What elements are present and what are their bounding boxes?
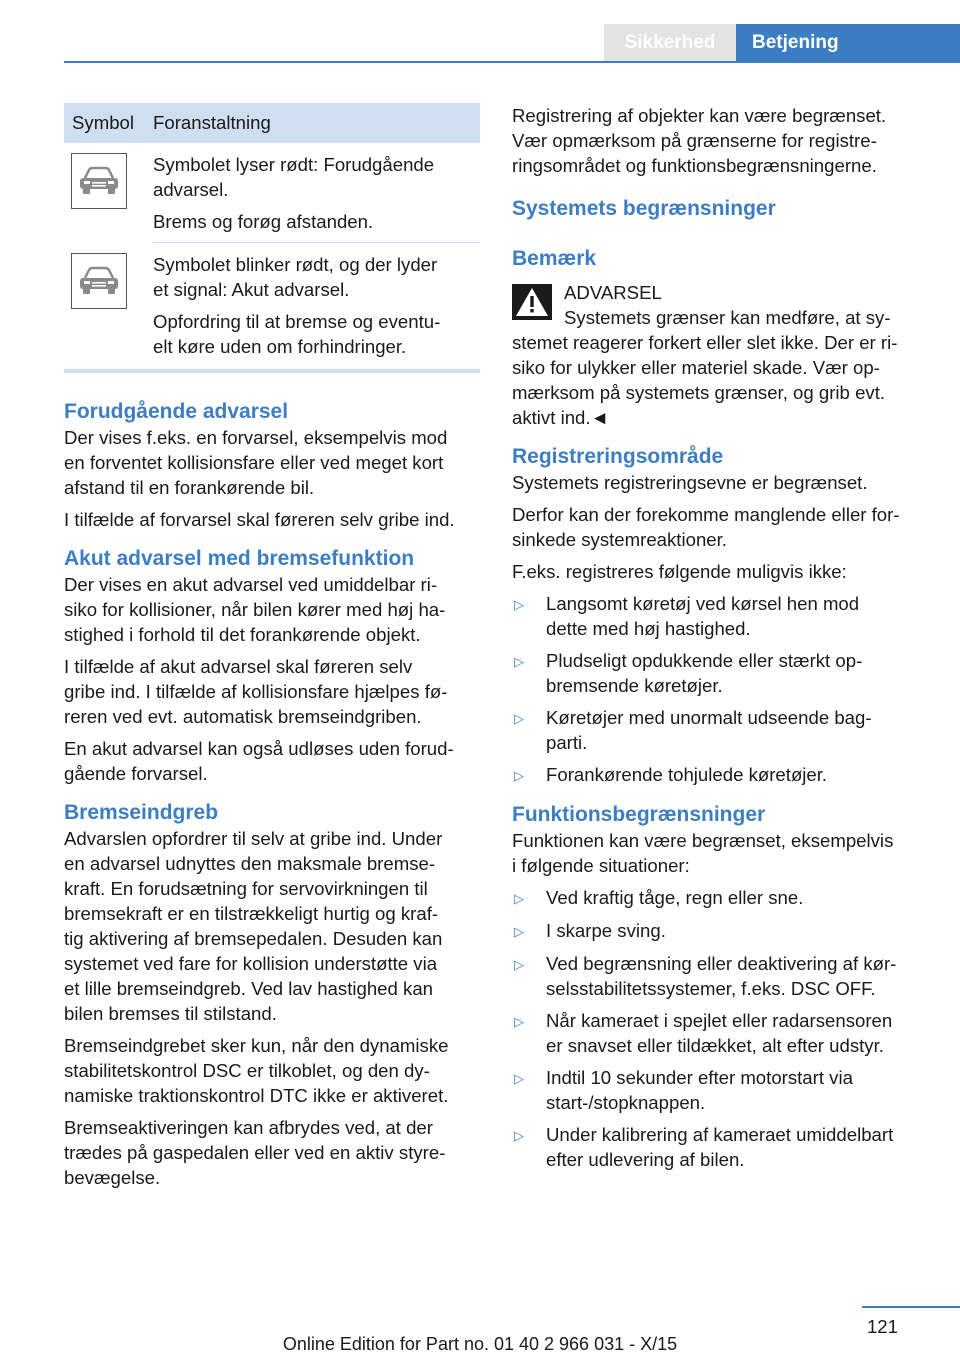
car-front-icon — [71, 253, 127, 309]
list-item: ▷ Forankørende tohjulede køretøjer. — [512, 762, 932, 788]
symbol-table — [64, 103, 480, 373]
warning-text: stemet reagerer forkert eller slet ikke. Der er ri- siko for ulykker eller materiel skade. Vær op- mærksom på systemets grænser, og grib evt. aktivt ind.◄ — [512, 332, 898, 428]
bullet-triangle-icon: ▷ — [514, 597, 524, 612]
paragraph: F.eks. registreres følgende muligvis ikke: — [512, 561, 847, 582]
warning-text-first: Systemets grænser kan medføre, at sy- — [564, 307, 891, 328]
bullet-triangle-icon: ▷ — [514, 1128, 524, 1143]
list-item: ▷ Ved kraftig tåge, regn eller sne. — [512, 885, 932, 911]
paragraph: Funktionen kan være begrænset, eksempelvis i følgende situationer: — [512, 830, 894, 876]
bullet-triangle-icon: ▷ — [514, 924, 524, 939]
paragraph: Advarslen opfordrer til selv at gribe ind. Under en advarsel udnyttes den maksmale bremse- kraft. En forudsætning for servovirkningen til bremsekraft er en tilstrækkeligt hurtig og kraf- tig aktivering af bremsepedalen. Desuden kan systemet ved fare for kollision understøtte via et lille bremseindgreb. Ved lav hastighed kan bilen bremses til stilstand. — [64, 828, 443, 1024]
bullet-triangle-icon: ▷ — [514, 891, 524, 906]
header-action: Foranstaltning — [153, 112, 271, 133]
heading-funktionsbegraensninger: Funktionsbegrænsninger — [512, 803, 766, 826]
row-text: Symbolet blinker rødt, og der lyder et signal: Akut advarsel. — [153, 254, 438, 300]
table-row — [64, 143, 480, 234]
function-list — [512, 885, 932, 1172]
warning-title: ADVARSEL — [564, 282, 662, 303]
list-item: ▷ Under kalibrering af kameraet umiddelbart efter udlevering af bilen. — [514, 1124, 894, 1170]
bullet-triangle-icon: ▷ — [514, 711, 524, 726]
footer-divider — [862, 1306, 960, 1308]
paragraph: Der vises f.eks. en forvarsel, eksempelvis mod en forventet kollisionsfare eller ved meget kort afstand til en forankørende bil. — [64, 427, 448, 498]
bullet-triangle-icon: ▷ — [514, 1014, 524, 1029]
list-item: ▷ Pludseligt opdukkende eller stærkt op- bremsende køretøjer. — [514, 650, 863, 696]
paragraph: Der vises en akut advarsel ved umiddelbar ri- siko for kollisioner, når bilen kører med høj ha- stighed i forhold til det forankørende objekt. — [64, 574, 446, 645]
header-divider — [64, 61, 960, 63]
registration-list — [512, 591, 932, 788]
paragraph: Registrering af objekter kan være begrænset. Vær opmærksom på grænserne for registre- ringsområdet og funktionsbegrænsningerne. — [512, 105, 887, 176]
warning-icon — [512, 284, 552, 320]
bullet-triangle-icon: ▷ — [514, 1071, 524, 1086]
edition-footer: Online Edition for Part no. 01 40 2 966 031 - X/15 — [282, 1334, 678, 1354]
tab-betjening[interactable]: Betjening — [736, 24, 960, 62]
list-item: ▷ Når kameraet i spejlet eller radarsensoren er snavset eller tildækket, alt efter udstyr. — [514, 1010, 893, 1056]
bullet-triangle-icon: ▷ — [514, 768, 524, 783]
tab-sikkerhed[interactable]: Sikkerhed — [604, 24, 736, 62]
header-symbol: Symbol — [72, 112, 135, 133]
heading-bemaerk: Bemærk — [512, 247, 597, 270]
row-text: Symbolet lyser rødt: Forudgående advarsel. — [153, 154, 435, 200]
paragraph: Derfor kan der forekomme manglende eller for- sinkede systemreaktioner. — [512, 504, 900, 550]
paragraph: Bremseindgrebet sker kun, når den dynamiske stabilitetskontrol DSC er tilkoblet, og den dy- namiske traktionskontrol DTC ikke er aktiveret. — [64, 1035, 449, 1106]
list-item: ▷ Langsomt køretøj ved kørsel hen mod dette med høj hastighed. — [514, 593, 860, 639]
header-tabs — [604, 24, 960, 62]
paragraph: I tilfælde af akut advarsel skal føreren selv gribe ind. I tilfælde af kollisionsfare hjælpes fø- reren ved evt. automatisk bremseindgriben. — [64, 656, 448, 727]
page-number: 121 — [866, 1316, 898, 1337]
warning-block — [512, 280, 932, 430]
paragraph: I tilfælde af forvarsel skal føreren selv gribe ind. — [64, 509, 455, 530]
heading-registreringsomraade: Registreringsområde — [512, 445, 724, 468]
table-row — [64, 243, 480, 359]
row-text-2: Brems og forøg afstanden. — [153, 211, 374, 232]
table-header — [64, 103, 480, 143]
bullet-triangle-icon: ▷ — [514, 957, 524, 972]
paragraph: Systemets registreringsevne er begrænset. — [512, 472, 868, 493]
heading-systemets-begraensninger: Systemets begrænsninger — [512, 197, 776, 220]
paragraph: En akut advarsel kan også udløses uden forud- gående forvarsel. — [64, 738, 454, 784]
list-item: ▷ Indtil 10 sekunder efter motorstart via start-/stopknappen. — [514, 1067, 853, 1113]
list-item: ▷ I skarpe sving. — [512, 918, 932, 944]
heading-bremseindgreb: Bremseindgreb — [64, 801, 219, 824]
list-item: ▷ Køretøjer med unormalt udseende bag- parti. — [514, 707, 872, 753]
car-front-icon — [71, 153, 127, 209]
list-item: ▷ Ved begrænsning eller deaktivering af kør- selsstabilitetssystemer, f.eks. DSC OFF. — [514, 953, 897, 999]
right-column — [512, 103, 932, 1179]
bullet-triangle-icon: ▷ — [514, 654, 524, 669]
heading-akut: Akut advarsel med bremsefunktion — [64, 547, 415, 570]
left-column — [64, 103, 480, 1197]
row-text-2: Opfordring til at bremse og eventu- elt køre uden om forhindringer. — [153, 311, 441, 357]
paragraph: Bremseaktiveringen kan afbrydes ved, at der trædes på gaspedalen eller ved en aktiv styre- bevægelse. — [64, 1117, 446, 1188]
heading-forudgaaende: Forudgående advarsel — [64, 400, 289, 423]
